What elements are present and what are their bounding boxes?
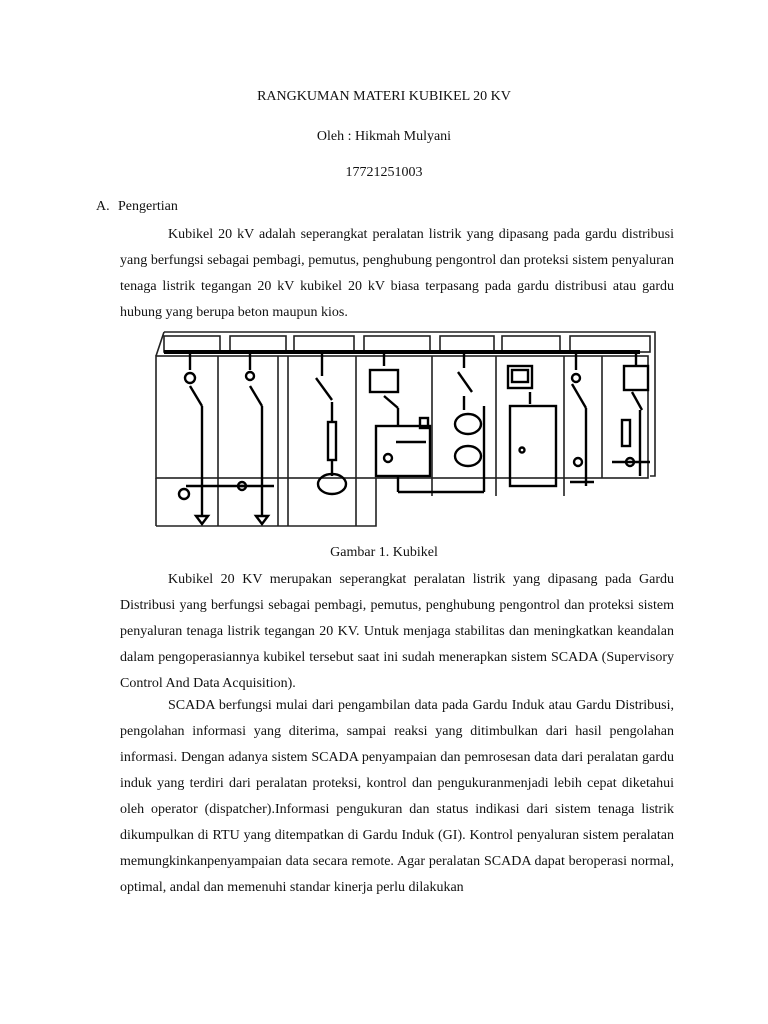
figure-caption: Gambar 1. Kubikel <box>330 545 438 560</box>
paragraph-scada: SCADA berfungsi mulai dari pengambilan data pada Gardu Induk atau Gardu Distribusi, pengolahan informasi yang diterima, sampai reaksi yang ditimbulkan dari hasil pengolahan informasi. Dengan adanya sistem SCADA penyampaian dan pemrosesan data dari peralatan gardu induk yang terdiri dari peralatan proteksi, kontrol dan pengukuranmenjadi lebih cepat diketahui oleh operator (dispatcher).Informasi pengukuran dan status indikasi dari sistem tenaga listrik dikumpulkan di RTU yang ditempatkan di Gardu Induk (GI). Kontrol penyaluran sistem peralatan memungkinkanpenyampaian data secara remote. Agar peralatan SCADA dapat beroperasi normal, optimal, andal dan memenuhi standar kinerja perlu dilakukan <box>120 698 674 895</box>
section-title: Pengertian <box>118 199 178 214</box>
section-letter: A. <box>96 199 110 214</box>
cubicle-diagram <box>150 326 660 534</box>
section-heading <box>96 198 178 216</box>
paragraph-kubikel: Kubikel 20 KV merupakan seperangkat peralatan listrik yang dipasang pada Gardu Distribusi yang berfungsi sebagai pembagi, pemutus, penghubung pengontrol dan proteksi sistem penyaluran tenaga listrik tegangan 20 KV. Untuk menjaga stabilitas dan meningkatkan keandalan dalam pengoperasiannya kubikel tersebut saat ini sudah menerapkan sistem SCADA (Supervisory Control And Data Acquisition). <box>120 572 674 691</box>
paragraph-definition: Kubikel 20 kV adalah seperangkat peralatan listrik yang dipasang pada gardu distribusi yang berfungsi sebagai pembagi, pemutus, penghubung pengontrol dan proteksi sistem penyaluran tenaga listrik tegangan 20 kV kubikel 20 kV biasa terpasang pada gardu distribusi atau gardu hubung yang berupa beton maupun kios. <box>120 227 674 320</box>
author-line: Oleh : Hikmah Mulyani <box>316 129 452 144</box>
document-title: RANGKUMAN MATERI KUBIKEL 20 KV <box>257 89 511 104</box>
student-id: 17721251003 <box>345 165 423 180</box>
